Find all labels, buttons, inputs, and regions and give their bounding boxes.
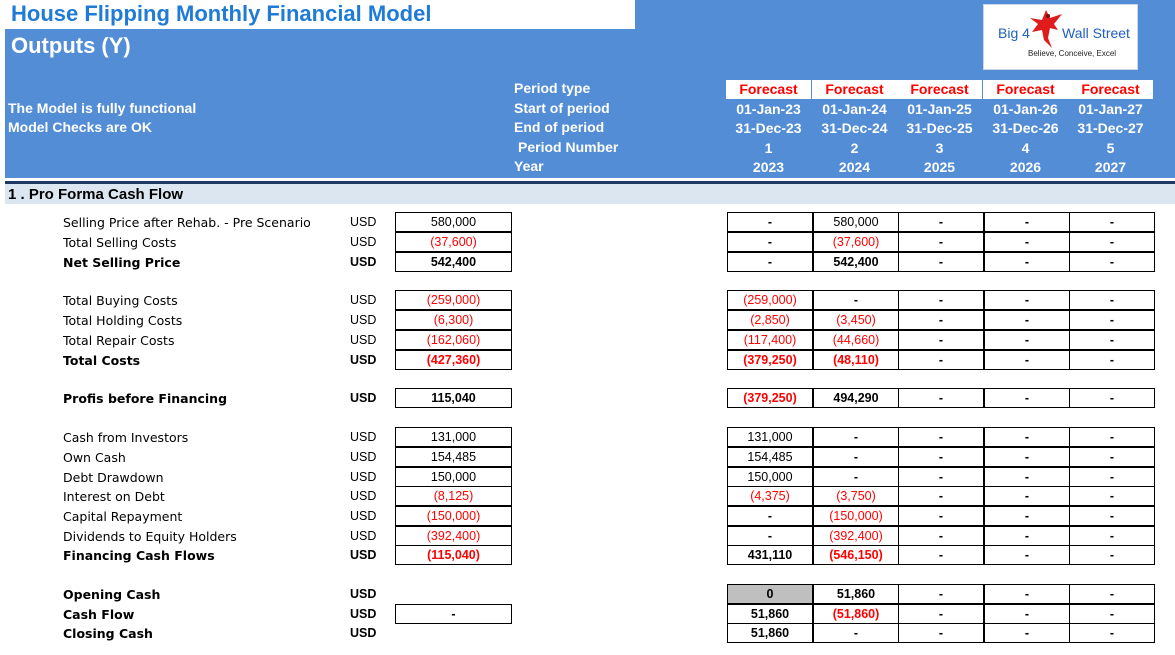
row-label: Cash Flow [63, 607, 135, 622]
year-cell-2023[interactable]: - [727, 506, 813, 526]
period-type-2: Forecast [812, 80, 897, 99]
year-cell-2026[interactable]: - [984, 350, 1070, 370]
year-cell-2024[interactable]: 494,290 [813, 388, 899, 408]
total-cell[interactable]: 154,485 [395, 447, 512, 467]
year-cell-2023[interactable]: - [727, 232, 813, 252]
year-cell-2027[interactable]: - [1069, 310, 1155, 330]
row-unit: USD [350, 235, 377, 249]
total-cell[interactable]: 150,000 [395, 467, 512, 487]
period-year-3: 2025 [923, 159, 956, 175]
year-cell-2025[interactable]: - [898, 290, 984, 310]
total-cell[interactable]: 131,000 [395, 427, 512, 447]
period-number-2: 2 [850, 140, 859, 156]
year-cell-2023[interactable]: - [727, 252, 813, 272]
period-start-3: 01-Jan-25 [907, 101, 972, 117]
total-cell[interactable]: (427,360) [395, 350, 512, 370]
period-start-4: 01-Jan-26 [993, 101, 1058, 117]
year-cell-2025[interactable]: - [898, 330, 984, 350]
period-number-label: Period Number [518, 139, 619, 155]
period-year-2: 2024 [838, 159, 871, 175]
year-cell-2025[interactable]: - [898, 252, 984, 272]
year-cell-2024[interactable]: - [813, 427, 899, 447]
model-checks-text: Model Checks are OK [8, 119, 152, 135]
period-number-5: 5 [1106, 140, 1115, 156]
year-cell-2025[interactable]: - [898, 486, 984, 506]
year-cell-2026[interactable]: - [984, 447, 1070, 467]
year-cell-2023[interactable]: (117,400) [727, 330, 813, 350]
period-end-3: 31-Dec-25 [906, 120, 973, 136]
period-start-2: 01-Jan-24 [822, 101, 887, 117]
year-cell-2026[interactable]: - [984, 506, 1070, 526]
year-cell-2025[interactable]: - [898, 427, 984, 447]
row-unit: USD [350, 313, 377, 327]
year-cell-2026[interactable]: - [984, 467, 1070, 487]
row-label: Total Repair Costs [63, 333, 175, 348]
year-cell-2024[interactable]: - [813, 623, 899, 643]
section-title: 1 . Pro Forma Cash Flow [8, 186, 184, 203]
year-cell-2027[interactable]: - [1069, 467, 1155, 487]
total-cell[interactable]: (115,040) [395, 545, 512, 565]
period-end-5: 31-Dec-27 [1077, 120, 1144, 136]
model-status-text: The Model is fully functional [8, 100, 197, 116]
year-cell-2027[interactable]: - [1069, 545, 1155, 565]
row-unit: USD [350, 529, 377, 543]
period-number-1: 1 [764, 140, 773, 156]
period-type-4: Forecast [983, 80, 1068, 99]
year-cell-2025[interactable]: - [898, 350, 984, 370]
total-cell[interactable]: 115,040 [395, 388, 512, 408]
year-cell-2025[interactable]: - [898, 584, 984, 604]
company-logo [983, 4, 1138, 70]
year-cell-2026[interactable]: - [984, 427, 1070, 447]
total-cell[interactable]: (37,600) [395, 232, 512, 252]
year-cell-2027[interactable]: - [1069, 506, 1155, 526]
logo-tagline: Believe, Conceive, Excel [1028, 49, 1117, 58]
row-unit: USD [350, 255, 377, 269]
row-unit: USD [350, 548, 377, 562]
year-cell-2027[interactable]: - [1069, 290, 1155, 310]
row-unit: USD [350, 607, 377, 621]
year-cell-2026[interactable]: - [984, 604, 1070, 624]
year-cell-2023[interactable]: 154,485 [727, 447, 813, 467]
period-type-label: Period type [514, 80, 591, 96]
year-cell-2026[interactable]: - [984, 310, 1070, 330]
year-cell-2023[interactable]: (4,375) [727, 486, 813, 506]
year-cell-2027[interactable]: - [1069, 252, 1155, 272]
row-label: Dividends to Equity Holders [63, 529, 237, 544]
period-number-4: 4 [1021, 140, 1030, 156]
total-cell[interactable]: (150,000) [395, 506, 512, 526]
year-cell-2026[interactable]: - [984, 252, 1070, 272]
year-cell-2024[interactable]: - [813, 290, 899, 310]
logo-text-wallstreet: Wall Street [1062, 25, 1130, 41]
year-cell-2024[interactable]: (546,150) [813, 545, 899, 565]
year-cell-2027[interactable]: - [1069, 447, 1155, 467]
year-cell-2024[interactable]: (3,750) [813, 486, 899, 506]
year-cell-2024[interactable]: (48,110) [813, 350, 899, 370]
row-label: Opening Cash [63, 587, 161, 602]
title-box [5, 0, 635, 29]
row-label: Closing Cash [63, 626, 153, 641]
row-unit: USD [350, 353, 377, 367]
year-cell-2024[interactable]: (51,860) [813, 604, 899, 624]
year-cell-2026[interactable]: - [984, 232, 1070, 252]
year-cell-2024[interactable]: (44,660) [813, 330, 899, 350]
year-cell-2026[interactable]: - [984, 330, 1070, 350]
year-cell-2025[interactable]: - [898, 506, 984, 526]
year-cell-2023[interactable]: - [727, 526, 813, 546]
row-unit: USD [350, 450, 377, 464]
year-cell-2023[interactable]: 51,860 [727, 604, 813, 624]
year-cell-2023[interactable]: 431,110 [727, 545, 813, 565]
row-unit: USD [350, 509, 377, 523]
year-cell-2026[interactable]: - [984, 212, 1070, 232]
total-cell[interactable]: - [395, 604, 512, 624]
year-cell-2025[interactable]: - [898, 310, 984, 330]
row-label: Total Holding Costs [63, 313, 183, 328]
total-cell[interactable]: (259,000) [395, 290, 512, 310]
total-cell[interactable]: (6,300) [395, 310, 512, 330]
year-cell-2027[interactable]: - [1069, 526, 1155, 546]
year-cell-2027[interactable]: - [1069, 212, 1155, 232]
year-cell-2025[interactable]: - [898, 447, 984, 467]
year-cell-2027[interactable]: - [1069, 427, 1155, 447]
period-end-2: 31-Dec-24 [821, 120, 888, 136]
row-label: Financing Cash Flows [63, 548, 215, 563]
row-label: Interest on Debt [63, 489, 165, 504]
year-cell-2026[interactable]: - [984, 623, 1070, 643]
year-cell-2025[interactable]: - [898, 388, 984, 408]
year-cell-2024[interactable]: 580,000 [813, 212, 899, 232]
year-cell-2026[interactable]: - [984, 526, 1070, 546]
period-end-4: 31-Dec-26 [992, 120, 1059, 136]
row-label: Total Costs [63, 353, 141, 368]
row-label: Total Buying Costs [63, 293, 178, 308]
year-cell-2025[interactable]: - [898, 604, 984, 624]
year-cell-2024[interactable]: - [813, 447, 899, 467]
row-label: Profis before Financing [63, 391, 228, 406]
year-cell-2025[interactable]: - [898, 526, 984, 546]
year-cell-2023[interactable]: 0 [727, 584, 813, 604]
row-unit: USD [350, 391, 377, 405]
year-cell-2023[interactable]: (379,250) [727, 350, 813, 370]
year-cell-2024[interactable]: (392,400) [813, 526, 899, 546]
year-cell-2025[interactable]: - [898, 232, 984, 252]
year-cell-2027[interactable]: - [1069, 623, 1155, 643]
year-cell-2024[interactable]: (150,000) [813, 506, 899, 526]
row-label: Total Selling Costs [63, 235, 177, 250]
row-label: Net Selling Price [63, 255, 181, 270]
year-cell-2023[interactable]: - [727, 212, 813, 232]
year-cell-2024[interactable]: 542,400 [813, 252, 899, 272]
year-cell-2026[interactable]: - [984, 290, 1070, 310]
year-cell-2023[interactable]: (2,850) [727, 310, 813, 330]
year-cell-2023[interactable]: 51,860 [727, 623, 813, 643]
total-cell[interactable]: 542,400 [395, 252, 512, 272]
year-cell-2023[interactable]: 150,000 [727, 467, 813, 487]
row-unit: USD [350, 489, 377, 503]
year-cell-2025[interactable]: - [898, 545, 984, 565]
period-type-1: Forecast [726, 80, 811, 99]
total-cell[interactable]: (392,400) [395, 526, 512, 546]
year-cell-2027[interactable]: - [1069, 350, 1155, 370]
year-cell-2026[interactable]: - [984, 486, 1070, 506]
period-year-4: 2026 [1009, 159, 1042, 175]
eagle-icon [1028, 8, 1064, 50]
row-label: Debt Drawdown [63, 470, 164, 485]
year-cell-2024[interactable]: (37,600) [813, 232, 899, 252]
year-cell-2023[interactable]: (259,000) [727, 290, 813, 310]
year-cell-2024[interactable]: 51,860 [813, 584, 899, 604]
year-cell-2026[interactable]: - [984, 584, 1070, 604]
page-subtitle: Outputs (Y) [11, 33, 131, 58]
period-number-3: 3 [935, 140, 944, 156]
period-start-1: 01-Jan-23 [736, 101, 801, 117]
start-of-period-label: Start of period [514, 100, 610, 116]
row-label: Cash from Investors [63, 430, 189, 445]
year-cell-2024[interactable]: (3,450) [813, 310, 899, 330]
row-unit: USD [350, 587, 377, 601]
year-cell-2025[interactable]: - [898, 623, 984, 643]
header-band [5, 0, 1175, 178]
row-unit: USD [350, 215, 377, 229]
year-cell-2027[interactable]: - [1069, 232, 1155, 252]
year-cell-2025[interactable]: - [898, 212, 984, 232]
row-label: Capital Repayment [63, 509, 183, 524]
end-of-period-label: End of period [514, 119, 605, 135]
year-cell-2027[interactable]: - [1069, 584, 1155, 604]
row-unit: USD [350, 293, 377, 307]
year-label: Year [514, 158, 544, 174]
year-cell-2024[interactable]: - [813, 467, 899, 487]
year-cell-2027[interactable]: - [1069, 604, 1155, 624]
year-cell-2023[interactable]: (379,250) [727, 388, 813, 408]
row-label: Own Cash [63, 450, 126, 465]
year-cell-2027[interactable]: - [1069, 330, 1155, 350]
logo-text-big4: Big 4 [998, 25, 1030, 41]
row-unit: USD [350, 470, 377, 484]
period-type-3: Forecast [897, 80, 982, 99]
period-end-1: 31-Dec-23 [735, 120, 802, 136]
total-cell[interactable]: (162,060) [395, 330, 512, 350]
row-label: Selling Price after Rehab. - Pre Scenario [63, 215, 311, 230]
row-unit: USD [350, 626, 377, 640]
row-unit: USD [350, 333, 377, 347]
year-cell-2023[interactable]: 131,000 [727, 427, 813, 447]
period-year-5: 2027 [1094, 159, 1127, 175]
year-cell-2025[interactable]: - [898, 467, 984, 487]
page-title: House Flipping Monthly Financial Model [11, 1, 432, 26]
period-year-1: 2023 [752, 159, 785, 175]
year-cell-2026[interactable]: - [984, 545, 1070, 565]
year-cell-2027[interactable]: - [1069, 486, 1155, 506]
period-start-5: 01-Jan-27 [1078, 101, 1143, 117]
total-cell[interactable]: (8,125) [395, 486, 512, 506]
total-cell[interactable]: 580,000 [395, 212, 512, 232]
row-unit: USD [350, 430, 377, 444]
year-cell-2027[interactable]: - [1069, 388, 1155, 408]
year-cell-2026[interactable]: - [984, 388, 1070, 408]
period-type-5: Forecast [1068, 80, 1153, 99]
